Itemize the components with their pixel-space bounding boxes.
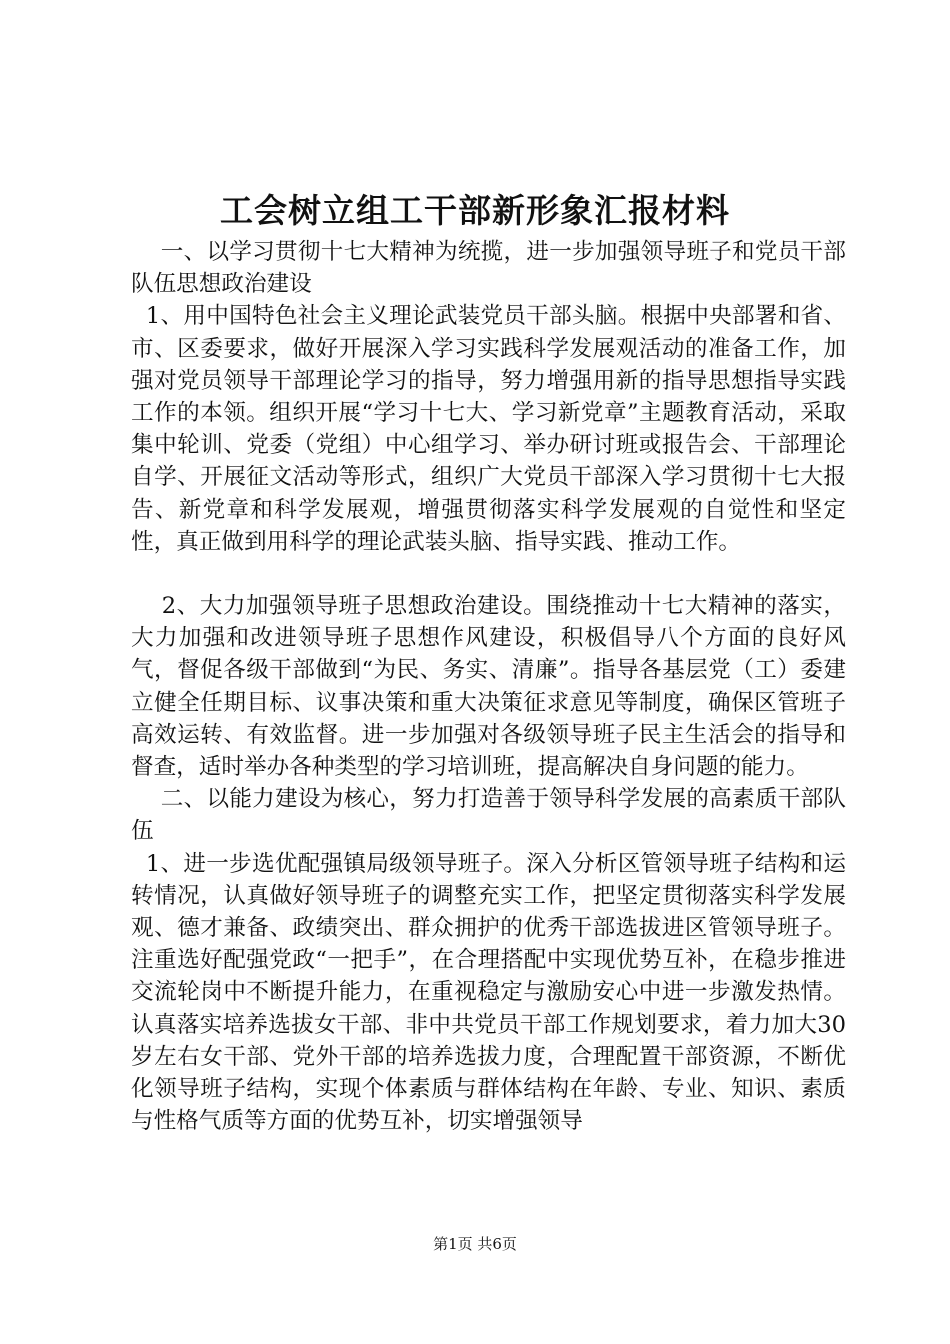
document-title: 工会树立组工干部新形象汇报材料 [220, 191, 730, 230]
section-heading-2: 二、以能力建设为核心，努力打造善于领导科学发展的高素质干部队伍 [131, 786, 847, 845]
page-number-footer: 第1页 共6页 [433, 1235, 517, 1253]
document-body [131, 236, 846, 1137]
paragraph-1-2: 2、大力加强领导班子思想政治建设。围绕推动十七大精神的落实，大力加强和改进领导班子思想作风建设，积极倡导八个方面的良好风气，督促各级干部做到“为民、务实、清廉”。指导各基层党（工）委建立健全任期目标、议事决策和重大决策征求意见等制度，确保区管班子高效运转、有效监督。进一步加强对各级领导班子民主生活会的指导和督查，适时举办各种类型的学习培训班，提高解决自身问题的能力。 [131, 593, 846, 781]
paragraph-spacer [131, 558, 846, 590]
section-heading-1: 一、以学习贯彻十七大精神为统揽，进一步加强领导班子和党员干部队伍思想政治建设 [131, 239, 847, 298]
paragraph-2-1: 1、进一步选优配强镇局级领导班子。深入分析区管领导班子结构和运转情况，认真做好领导班子的调整充实工作，把坚定贯彻落实科学发展观、德才兼备、政绩突出、群众拥护的优秀干部选拔进区管领导班子。注重选好配强党政“一把手”，在合理搭配中实现优势互补，在稳步推进交流轮岗中不断提升能力，在重视稳定与激励安心中进一步激发热情。认真落实培养选拔女干部、非中共党员干部工作规划要求，着力加大30岁左右女干部、党外干部的培养选拔力度，合理配置干部资源，不断优化领导班子结构，实现个体素质与群体结构在年龄、专业、知识、素质与性格气质等方面的优势互补，切实增强领导 [131, 850, 847, 1135]
paragraph-1-1: 1、用中国特色社会主义理论武装党员干部头脑。根据中央部署和省、市、区委要求，做好开展深入学习实践科学发展观活动的准备工作，加强对党员领导干部理论学习的指导，努力增强用新的指导思想指导实践工作的本领。组织开展“学习十七大、学习新党章”主题教育活动，采取集中轮训、党委（党组）中心组学习、举办研讨班或报告会、干部理论自学、开展征文活动等形式，组织广大党员干部深入学习贯彻十七大报告、新党章和科学发展观，增强贯彻落实科学发展观的自觉性和坚定性，真正做到用科学的理论武装头脑、指导实践、推动工作。 [131, 303, 847, 555]
